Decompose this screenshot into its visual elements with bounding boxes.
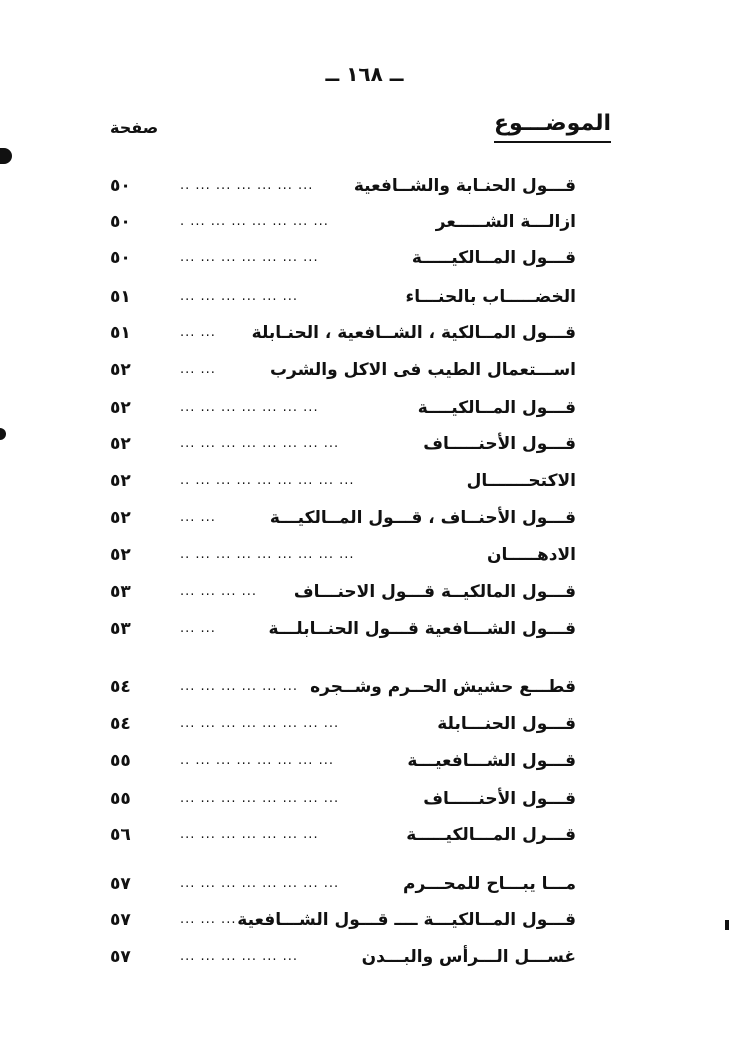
dot-leader: ... ... ... ... ... ... ... (180, 827, 319, 842)
dot-leader: .. ... ... ... ... ... ... ... ... (180, 547, 355, 562)
toc-entry (110, 282, 576, 312)
entry-title: قـــول الشـــافعية قـــول الحنــابلـــة (268, 619, 576, 639)
toc-entry (110, 746, 576, 776)
dot-leader: .. ... ... ... ... ... ... ... (180, 753, 334, 768)
dot-leader: ... ... ... ... ... ... (180, 679, 299, 694)
dot-leader: ... ... (180, 621, 216, 636)
dot-leader: ... ... ... ... ... ... ... (180, 400, 319, 415)
entry-page-number: ٥١ (110, 287, 131, 307)
entry-page-number: ٥٥ (110, 751, 131, 771)
toc-entry (110, 355, 576, 385)
dot-leader: .. ... ... ... ... ... ... (180, 178, 314, 193)
entry-title: قـــول الحنـــابلة (437, 714, 576, 734)
entry-title: قـــول المــالكيـــة ــــ قـــول الشـــافعية (237, 910, 576, 930)
entry-page-number: ٥٢ (110, 434, 131, 454)
dot-leader: ... ... ... ... (180, 584, 257, 599)
dot-leader: . ... ... ... ... ... ... ... (180, 214, 329, 229)
entry-page-number: ٥٥ (110, 789, 131, 809)
entry-title: مـــا يبـــاح للمحـــرم (402, 874, 576, 894)
toc-entry (110, 466, 576, 496)
toc-entry (110, 869, 576, 899)
entry-title: قـــول المالكيــة قـــول الاحنـــاف (293, 582, 576, 602)
entry-page-number: ٥٠ (110, 212, 131, 232)
dot-leader: ... ... (180, 510, 216, 525)
toc-entry (110, 503, 576, 533)
entry-page-number: ٥٤ (110, 677, 131, 697)
dot-leader: ... ... ... ... ... ... (180, 289, 299, 304)
toc-entry (110, 905, 576, 935)
entry-title: غســـل الـــرأس والبـــدن (361, 947, 576, 967)
dot-leader: ... ... ... ... ... ... ... ... (180, 791, 340, 806)
entry-title: الاكتحـــــــال (466, 471, 576, 491)
entry-page-number: ٥٧ (110, 874, 131, 894)
entry-page-number: ٥٢ (110, 471, 131, 491)
entry-title: قـــول الحنـابة والشــافعية (353, 176, 576, 196)
dot-leader: ... ... (180, 362, 216, 377)
dot-leader: ... ... ... ... ... ... ... ... (180, 436, 340, 451)
entry-title: قـــول الشـــافعيـــة (407, 751, 576, 771)
page-column-header: صفحة (110, 118, 159, 137)
entry-title: الادهـــــان (487, 545, 576, 565)
entry-title: اســـتعمال الطيب فى الاكل والشرب (269, 360, 576, 380)
entry-page-number: ٥٤ (110, 714, 131, 734)
toc-entry (110, 942, 576, 972)
toc-entry (110, 784, 576, 814)
entry-title: قـــول الأحنــاف ، قـــول المــالكيـــة (269, 508, 576, 528)
entry-page-number: ٥٢ (110, 360, 131, 380)
entry-page-number: ٥٢ (110, 398, 131, 418)
toc-entry (110, 318, 576, 348)
entry-title: قـــول المــالكية ، الشــافعية ، الحنـابلة (251, 323, 576, 343)
page-number: ــ ١٦٨ ــ (325, 62, 404, 86)
toc-entry (110, 577, 576, 607)
entry-page-number: ٥٠ (110, 176, 131, 196)
toc-entry (110, 171, 576, 201)
dot-leader: .. ... ... ... ... ... ... ... ... (180, 473, 355, 488)
toc-entry (110, 207, 576, 237)
dot-leader: ... ... ... (180, 912, 237, 927)
toc-entry (110, 540, 576, 570)
entry-page-number: ٥٦ (110, 825, 131, 845)
toc-entry (110, 709, 576, 739)
entry-page-number: ٥٣ (110, 619, 131, 639)
toc-entry (110, 614, 576, 644)
toc-entry (110, 672, 576, 702)
toc-entry (110, 243, 576, 273)
entry-title: قـــول المــالكيــــة (417, 398, 576, 418)
entry-page-number: ٥٧ (110, 910, 131, 930)
entry-title: قـــول الأحنـــــاف (423, 434, 576, 454)
entry-page-number: ٥٢ (110, 508, 131, 528)
entry-title: قـــرل المـــالكيـــــة (406, 825, 576, 845)
toc-entry (110, 820, 576, 850)
entry-title: قـــول المــالكيـــــة (411, 248, 576, 268)
dot-leader: ... ... ... ... ... ... ... (180, 250, 319, 265)
toc-entry (110, 393, 576, 423)
dot-leader: ... ... ... ... ... ... ... ... (180, 876, 340, 891)
entry-title: الخضـــــاب بالحنـــاء (405, 287, 576, 307)
entry-title: ازالـــة الشـــــعر (435, 212, 576, 232)
dot-leader: ... ... (180, 325, 216, 340)
entry-page-number: ٥٢ (110, 545, 131, 565)
entry-title: قطـــع حشيش الحــرم وشــجره (310, 677, 576, 697)
entry-page-number: ٥٧ (110, 947, 131, 967)
toc-entry (110, 429, 576, 459)
entry-page-number: ٥٣ (110, 582, 131, 602)
dot-leader: ... ... ... ... ... ... ... ... (180, 716, 340, 731)
entry-page-number: ٥١ (110, 323, 131, 343)
topic-column-header: الموضـــوع (494, 110, 611, 143)
entry-page-number: ٥٠ (110, 248, 131, 268)
dot-leader: ... ... ... ... ... ... (180, 949, 299, 964)
entry-title: قـــول الأحنـــــاف (423, 789, 576, 809)
